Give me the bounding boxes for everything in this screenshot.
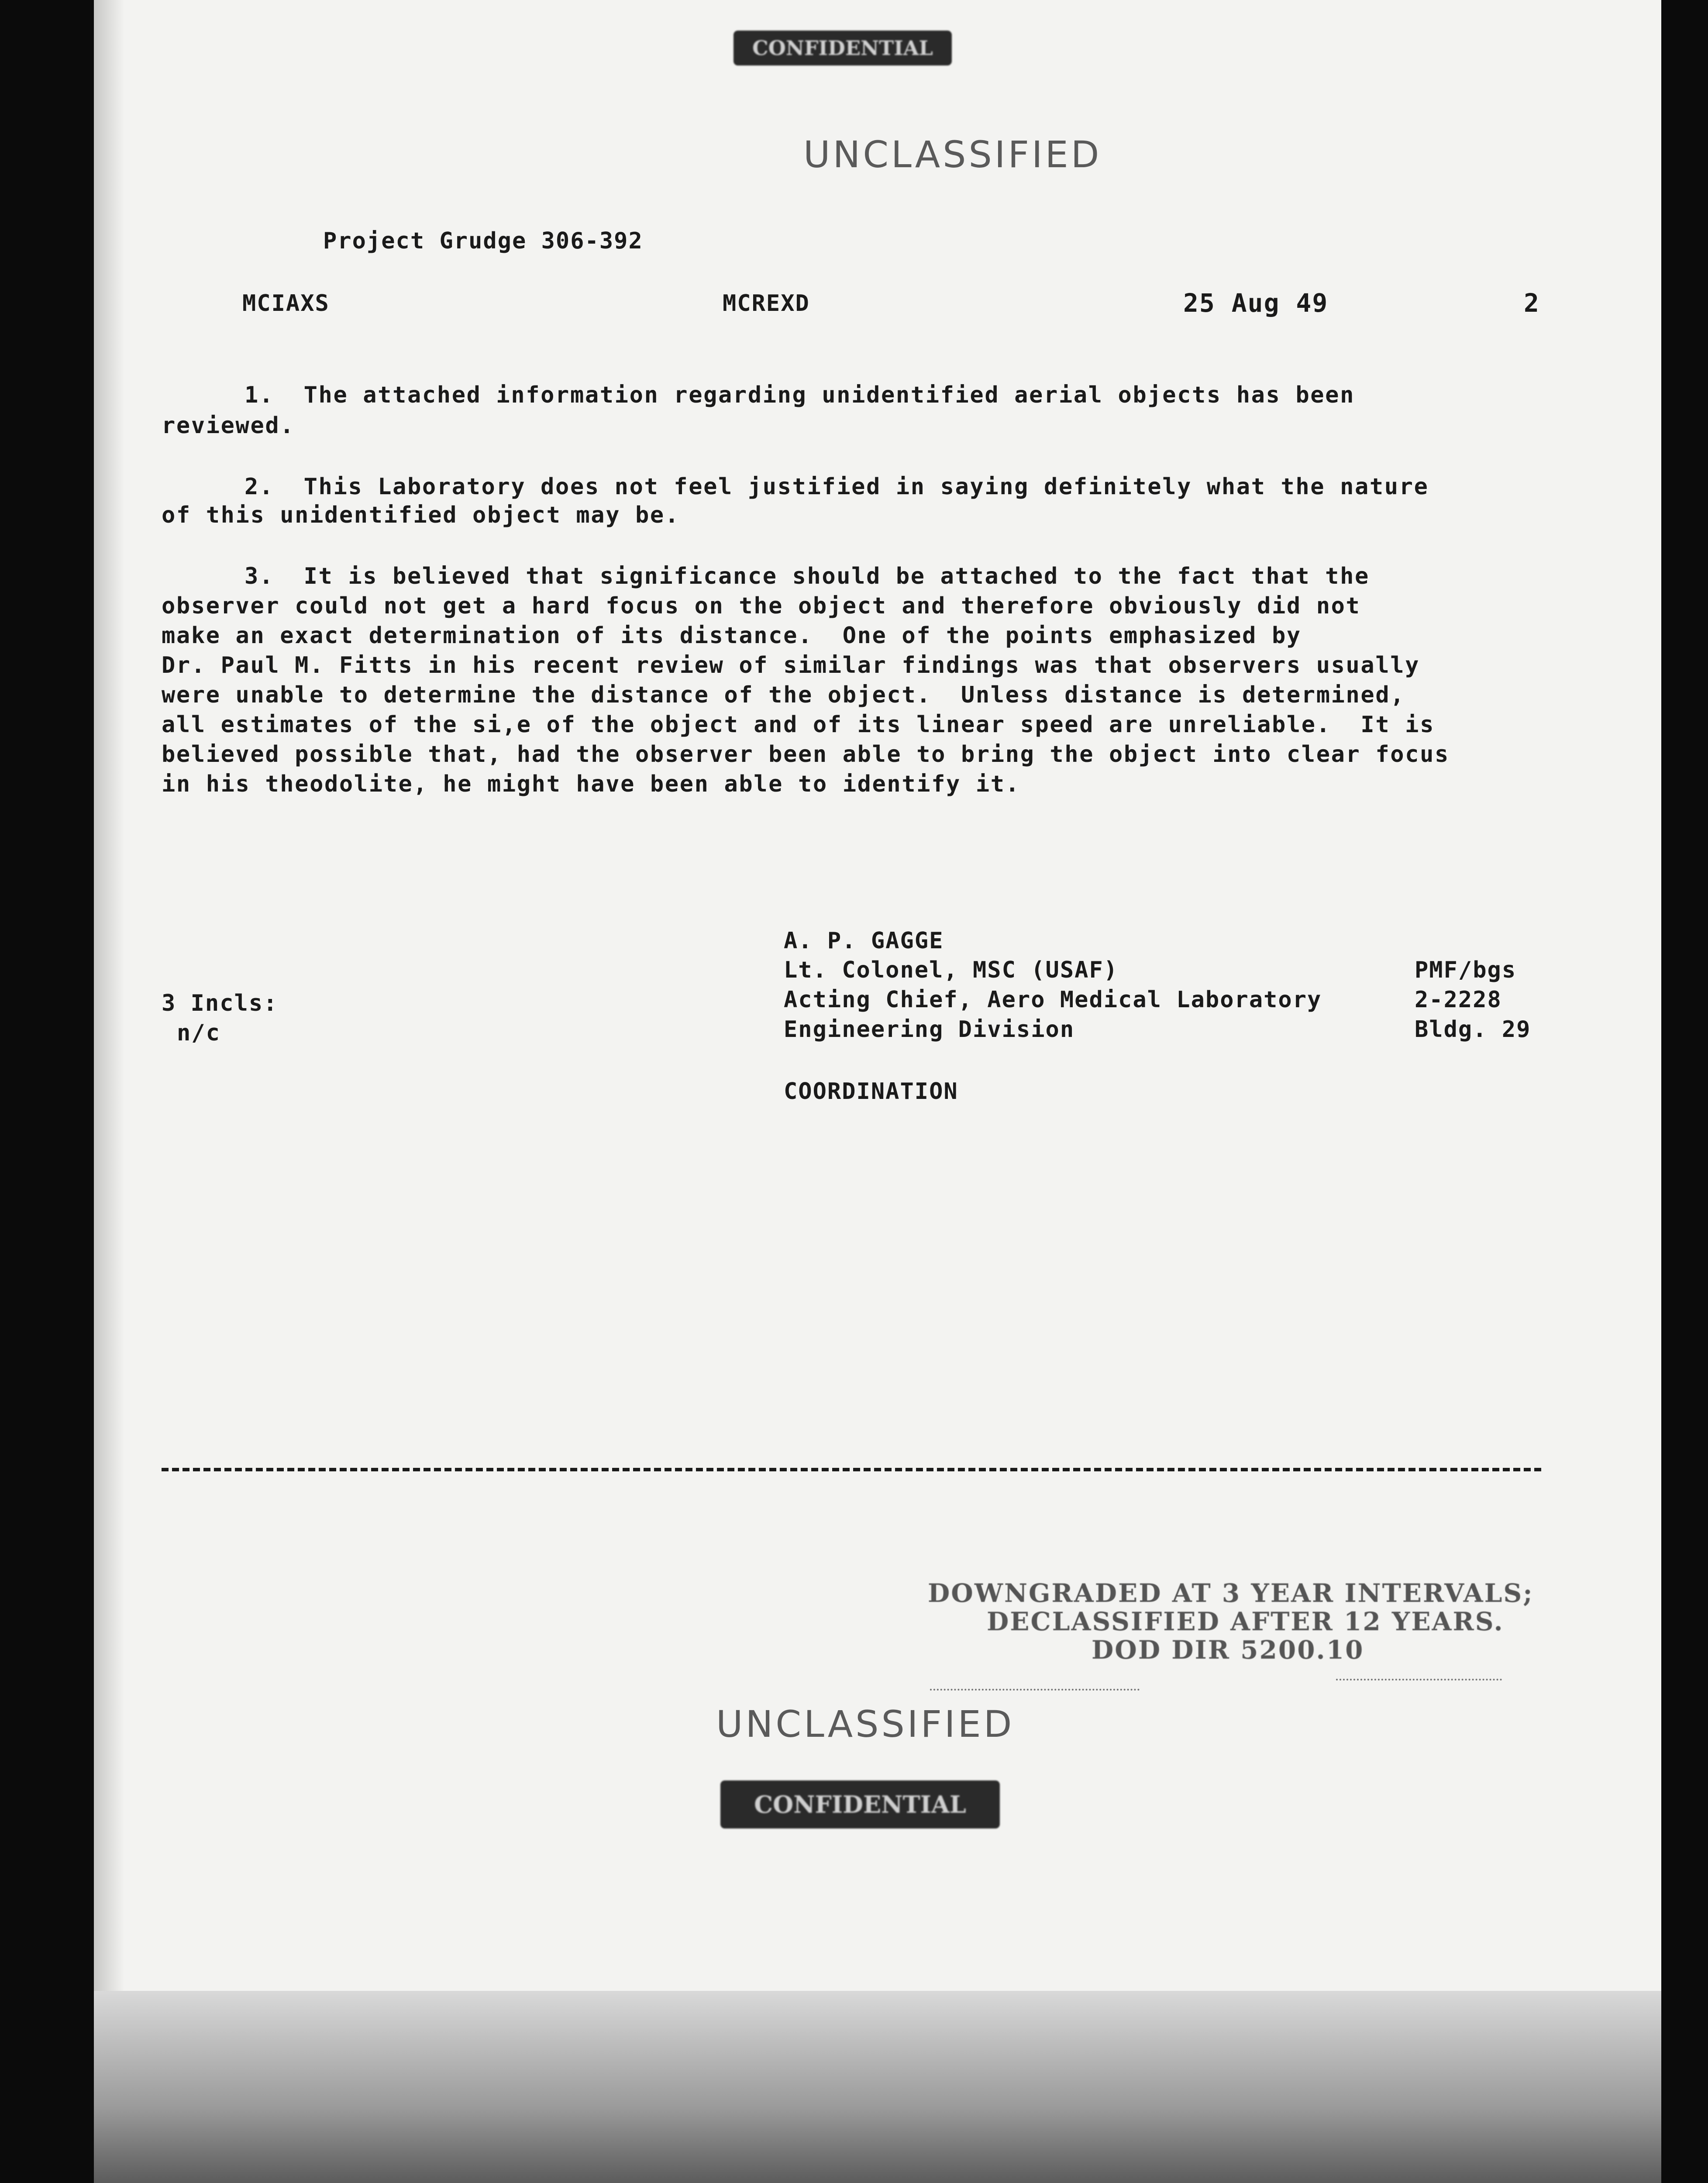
confidential-stamp-bottom: CONFIDENTIAL bbox=[720, 1780, 1000, 1828]
downgrade-notice-line: DECLASSIFIED AFTER 12 YEARS. bbox=[987, 1607, 1504, 1636]
stamp-underline bbox=[1336, 1679, 1502, 1680]
signer-name: A. P. GAGGE bbox=[784, 928, 944, 954]
unclassified-stamp-bottom: UNCLASSIFIED bbox=[716, 1703, 1015, 1746]
coordination-label: COORDINATION bbox=[784, 1078, 958, 1105]
enclosures-count: 3 Incls: bbox=[162, 990, 278, 1016]
scan-margin-strip bbox=[94, 1991, 1661, 2183]
paragraph-3-line: observer could not get a hard focus on the object and therefore obviously did not bbox=[162, 593, 1361, 619]
signer-division: Engineering Division bbox=[784, 1016, 1075, 1043]
from-office-symbol: MCIAXS bbox=[242, 290, 330, 317]
signer-title: Acting Chief, Aero Medical Laboratory bbox=[784, 987, 1322, 1013]
dashed-separator bbox=[162, 1468, 1541, 1471]
paragraph-2-line: of this unidentified object may be. bbox=[162, 502, 680, 528]
to-office-symbol: MCREXD bbox=[723, 290, 810, 317]
enclosures-note: n/c bbox=[177, 1020, 220, 1046]
confidential-stamp-top: CONFIDENTIAL bbox=[733, 31, 952, 65]
reference-initials: PMF/bgs bbox=[1415, 957, 1517, 983]
page-number: 2 bbox=[1524, 288, 1540, 318]
paragraph-1-line: reviewed. bbox=[162, 413, 295, 439]
page-edge-shadow bbox=[94, 0, 124, 2131]
paragraph-3-line: Dr. Paul M. Fitts in his recent review of similar findings was that observers usually bbox=[162, 652, 1420, 678]
paragraph-3-line: all estimates of the si,e of the object and of its linear speed are unreliable. It is bbox=[162, 712, 1435, 738]
paragraph-1-line: 1. The attached information regarding unidentified aerial objects has been bbox=[244, 382, 1355, 408]
paragraph-3-line: in his theodolite, he might have been able to identify it. bbox=[162, 771, 1020, 797]
reference-building: Bldg. 29 bbox=[1415, 1016, 1531, 1043]
memo-date: 25 Aug 49 bbox=[1183, 288, 1329, 318]
paragraph-3-line: make an exact determination of its distance. One of the points emphasized by bbox=[162, 623, 1302, 649]
paragraph-3-line: 3. It is believed that significance should be attached to the fact that the bbox=[244, 563, 1370, 589]
downgrade-notice-line: DOD DIR 5200.10 bbox=[1092, 1635, 1364, 1665]
signer-rank: Lt. Colonel, MSC (USAF) bbox=[784, 957, 1119, 983]
unclassified-stamp-top: UNCLASSIFIED bbox=[803, 133, 1102, 176]
paragraph-3-line: believed possible that, had the observer been able to bring the object into clear focus bbox=[162, 741, 1450, 768]
stamp-underline bbox=[930, 1689, 1140, 1691]
downgrade-notice-line: DOWNGRADED AT 3 YEAR INTERVALS; bbox=[928, 1578, 1534, 1608]
reference-phone: 2-2228 bbox=[1415, 987, 1502, 1013]
project-line: Project Grudge 306-392 bbox=[323, 228, 643, 254]
paragraph-2-line: 2. This Laboratory does not feel justified in saying definitely what the nature bbox=[244, 474, 1429, 500]
paragraph-3-line: were unable to determine the distance of the object. Unless distance is determined, bbox=[162, 682, 1405, 708]
